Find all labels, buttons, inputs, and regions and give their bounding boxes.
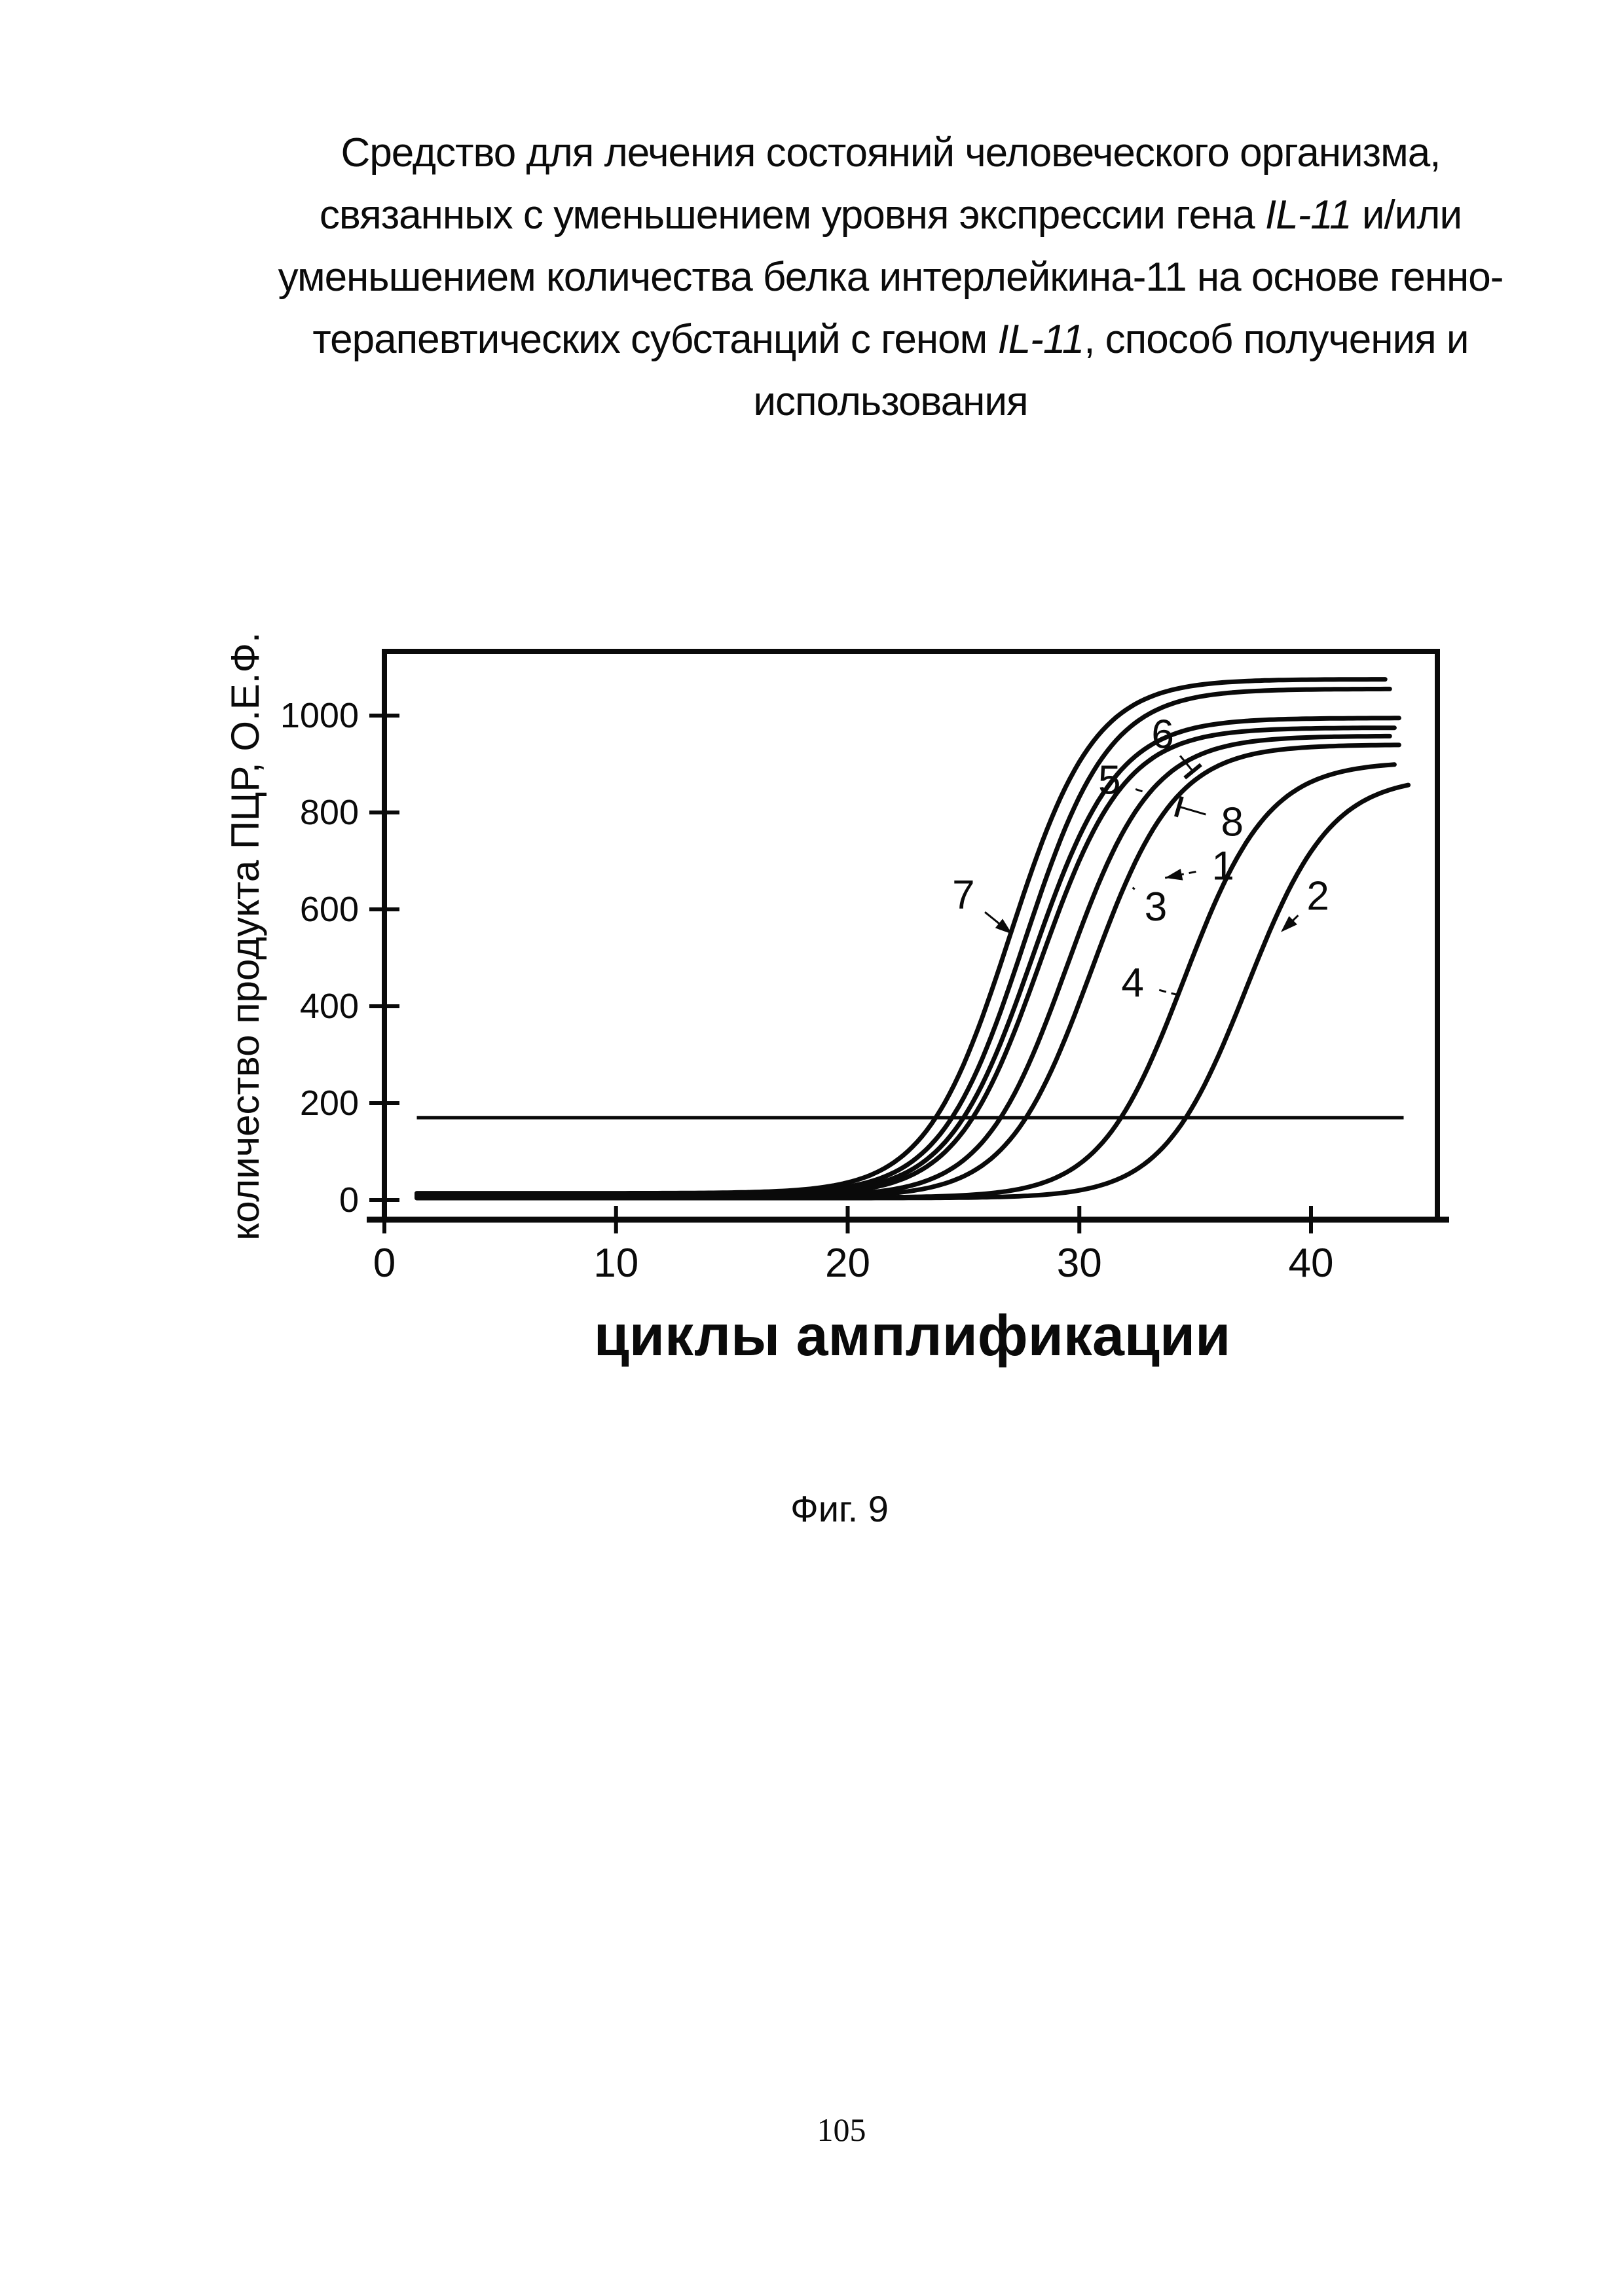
curve-leader-8 [1179, 807, 1206, 814]
figure-caption: Фиг. 9 [790, 1488, 889, 1529]
title-gene-name: IL-11 [1264, 192, 1352, 238]
curve-label-7: 7 [952, 872, 975, 918]
curve-label-4: 4 [1121, 960, 1144, 1006]
y-tick-label: 600 [299, 890, 359, 929]
x-axis-title: циклы амплификации [593, 1303, 1231, 1368]
title-text: уменьшением количества белка интерлейкина-11 на основе генно- [278, 255, 1504, 300]
title-text: Средство для лечения состояний человеческого организма, [341, 130, 1441, 175]
curve-1 [417, 736, 1390, 1196]
title-gene-name: IL-11 [997, 317, 1084, 362]
y-axis-title: количество продукта ПЦР, О.Е.Ф. [223, 632, 267, 1241]
curve-label-2: 2 [1306, 873, 1329, 919]
curve-leader-4 [1159, 990, 1177, 994]
title-text: и/или [1351, 192, 1462, 238]
curve-label-6: 6 [1151, 712, 1174, 757]
y-tick-label: 800 [299, 793, 359, 832]
curve-label-3: 3 [1144, 884, 1168, 930]
curve-label-8: 8 [1221, 799, 1244, 845]
title-text: использования [753, 379, 1028, 424]
y-tick-label: 400 [299, 987, 359, 1026]
y-tick-label: 200 [299, 1084, 359, 1123]
curve-8 [417, 728, 1395, 1196]
x-tick-label: 10 [593, 1241, 639, 1286]
y-tick-label: 0 [339, 1180, 359, 1220]
curve-label-5: 5 [1098, 757, 1121, 803]
x-tick-label: 40 [1288, 1241, 1334, 1286]
y-tick-label: 1000 [280, 696, 359, 735]
curve-label-1: 1 [1211, 843, 1234, 889]
title-text: , способ получения и [1084, 317, 1469, 362]
page-number: 105 [817, 2111, 866, 2148]
x-tick-label: 20 [825, 1241, 870, 1286]
curve-leader-3 [1133, 888, 1135, 890]
title-text: связанных с уменьшением уровня экспрессии гена [319, 192, 1265, 238]
leader-arrowhead-7 [995, 919, 1012, 934]
x-tick-label: 0 [373, 1241, 396, 1286]
x-tick-label: 30 [1056, 1241, 1102, 1286]
curve-2 [417, 785, 1409, 1198]
title-text: терапевтических субстанций с геном [312, 317, 998, 362]
leader-arrowhead-1 [1165, 869, 1183, 881]
curve-5 [417, 718, 1399, 1195]
